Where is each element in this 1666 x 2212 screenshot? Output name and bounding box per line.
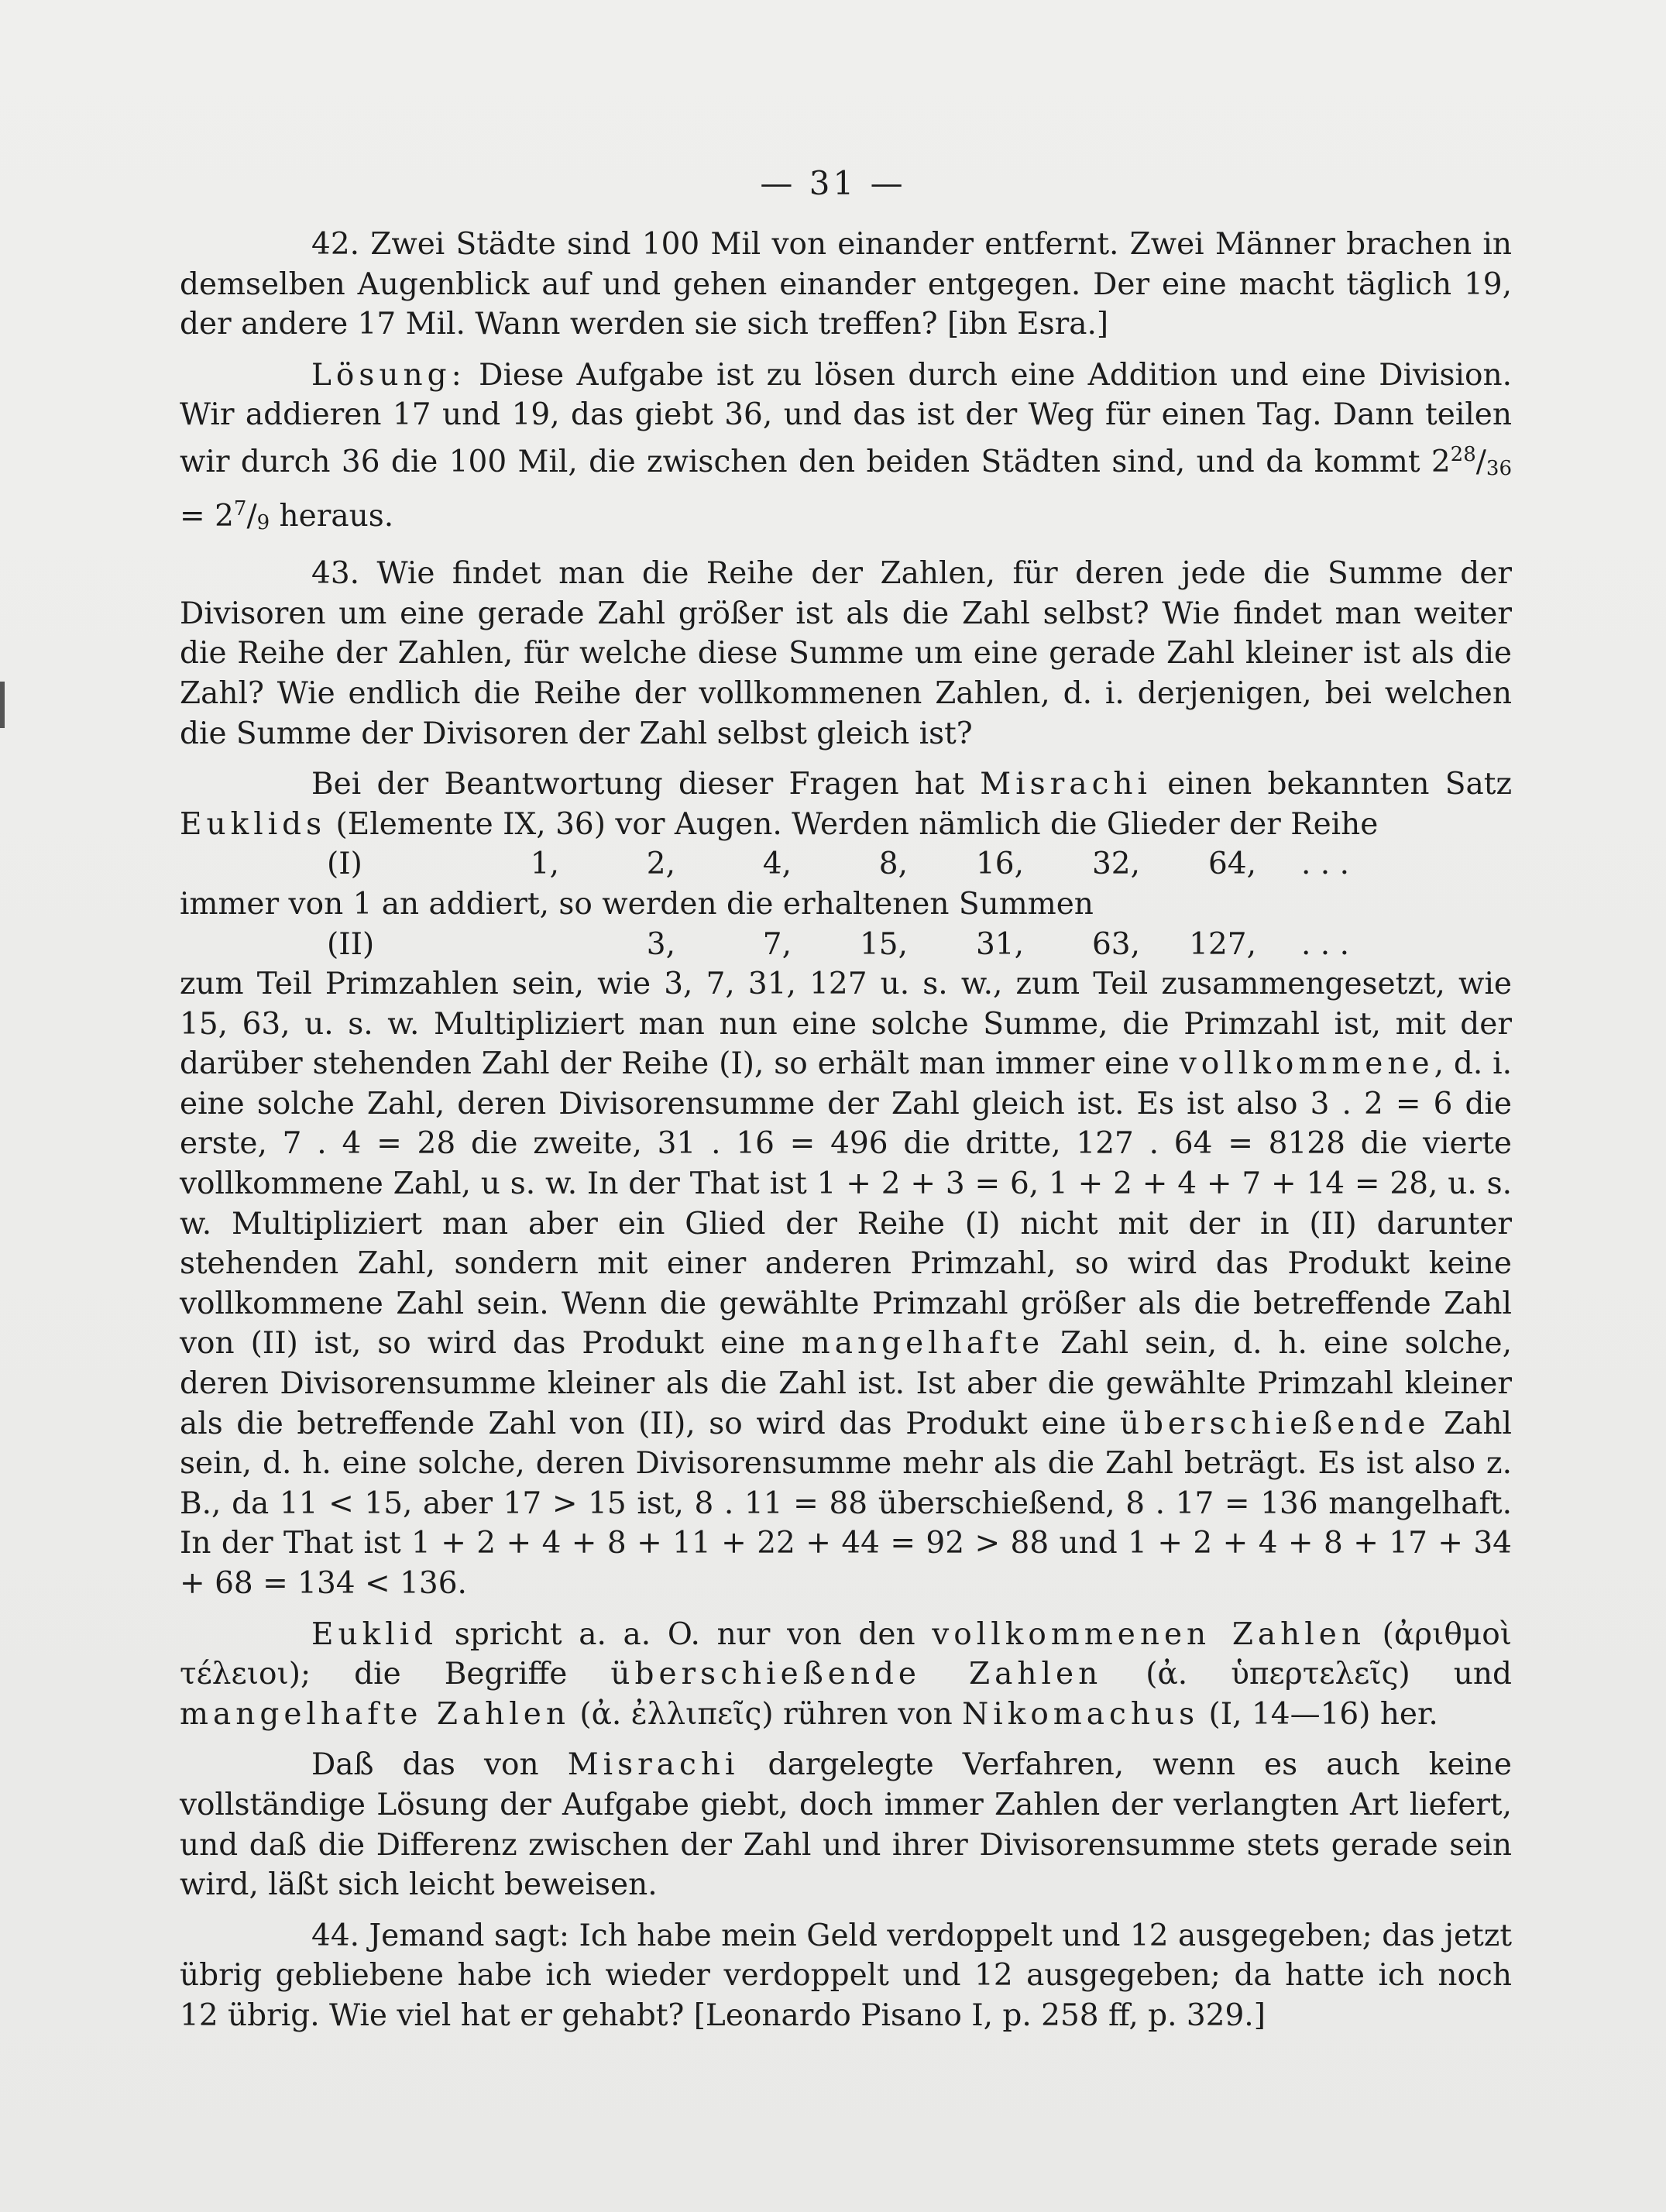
series-ii-value: 7, — [762, 926, 792, 962]
series-ii-label: (II) — [327, 926, 375, 962]
body-text — [180, 225, 1512, 2047]
series-i-value: 4, — [762, 847, 792, 882]
series-ii — [180, 925, 1512, 965]
paragraph-43-sums: immer von 1 an addiert, so werden die erhaltenen Summen — [180, 886, 1094, 922]
problem-44: 44. Jemand sagt: Ich habe mein Geld verdoppelt und 12 ausgegeben; das jetzt übrig gebliebene habe ich wieder verdoppelt und 12 ausgegeben; da hatte ich noch 12 übrig. Wie viel hat er gehabt? [Leonardo Pisano I, p. 258 ff, p. 329.] — [180, 1918, 1512, 2033]
fraction-7-9: $^7/_9$ — [233, 496, 270, 534]
series-ii-value: 31, — [975, 926, 1024, 962]
problem-42: 42. Zwei Städte sind 100 Mil von einander entfernt. Zwei Männer brachen in demselben Augenblick auf und gehen einander entgegen. Der eine macht täglich 19, der andere 17 Mil. Wann werden sie sich treffen? [ibn Esra.] — [180, 227, 1512, 342]
series-ii-value: 127, — [1189, 926, 1256, 962]
name-euklids: Euklids — [180, 806, 327, 842]
series-i-value: 64, — [1207, 847, 1256, 882]
series-ii-value: 15, — [859, 926, 908, 962]
series-ii-ellipsis: . . . — [1301, 926, 1349, 962]
paragraph-43-explanation: zum Teil Primzahlen sein, wie 3, 7, 31, 127 u. s. w., zum Teil zusammengesetzt, wie 15, 63, u. s. w. Multipliziert man nun eine solche Summe, die Primzahl ist, mit der darüber stehenden Zahl der Reihe (I), so erhält man immer eine vollkommene, d. i. eine solche Zahl, deren Divisorensumme der Zahl gleich ist. Es ist also 3 . 2 = 6 die erste, 7 . 4 = 28 die zweite, 31 . 16 = 496 die dritte, 127 . 64 = 8128 die vierte vollkommene Zahl, u s. w. In der That ist 1 + 2 + 3 = 6, 1 + 2 + 4 + 7 + 14 = 28, u. s. w. Multipliziert man aber ein Glied der Reihe (I) nicht mit der in (II) darunter stehenden Zahl, sondern mit einer anderen Primzahl, so wird das Produkt keine vollkommene Zahl sein. Wenn die gewählte Primzahl größer als die betreffende Zahl von (II) ist, so wird das Produkt eine mangelhafte Zahl sein, d. h. eine solche, deren Divisorensumme kleiner als die Zahl ist. Ist aber die gewählte Primzahl kleiner als die betreffende Zahl von (II), so wird das Produkt eine überschießende Zahl sein, d. h. eine solche, deren Divisorensumme mehr als die Zahl beträgt. Es ist also z. B., da 11 < 15, aber 17 > 15 ist, 8 . 11 = 88 überschießend, 8 . 17 = 136 mangelhaft. In der That ist 1 + 2 + 4 + 8 + 11 + 22 + 44 = 92 > 88 und 1 + 2 + 4 + 8 + 17 + 34 + 68 = 134 < 136. — [180, 967, 1513, 1601]
scan-edge-mark — [0, 682, 5, 728]
paragraph-43-proof: Daß das von Misrachi dargelegte Verfahren, wenn es auch keine vollständige Lösung der Aufgabe giebt, doch immer Zahlen der verlangten Art liefert, und daß die Differenz zwischen der Zahl und ihrer Divisorensumme stets gerade sein wird, läßt sich leicht beweisen. — [180, 1747, 1513, 1903]
loesung-label: Lösung: — [311, 357, 466, 393]
series-ii-value: 3, — [646, 926, 675, 962]
series-i-value: 2, — [646, 847, 675, 882]
series-i-value: 16, — [975, 847, 1024, 882]
page-number: — 31 — — [760, 164, 906, 202]
fraction-28-36: $^{28}/_{36}$ — [1450, 442, 1512, 480]
series-i-value: 32, — [1091, 847, 1140, 882]
series-i-label: (I) — [327, 847, 362, 882]
paragraph-43-intro: Bei der Beantwortung dieser Fragen hat Misrachi einen bekannten Satz Euklids (Elemente IX, 36) vor Augen. Werden nämlich die Glieder der Reihe — [180, 767, 1512, 842]
problem-43: 43. Wie findet man die Reihe der Zahlen, für deren jede die Summe der Divisoren um eine gerade Zahl größer ist als die Zahl selbst? Wie findet man weiter die Reihe der Zahlen, für welche diese Summe um eine gerade Zahl kleiner ist als die Zahl? Wie endlich die Reihe der vollkommenen Zahlen, d. i. derjenigen, bei welchen die Summe der Divisoren der Zahl selbst gleich ist? — [180, 556, 1512, 751]
name-misrachi: Misrachi — [980, 767, 1152, 802]
paragraph-43-euklid: Euklid spricht a. a. O. nur von den vollkommenen Zahlen (ἀριθμοὶ τέλειοι); die Begriffe überschießende Zahlen (ἀ. ὑπερτελεῖς) und mangelhafte Zahlen (ἀ. ἐλλιπεῖς) rühren von Nikomachus (I, 14—16) her. — [180, 1616, 1512, 1732]
loesung-text: Diese Aufgabe ist zu lösen durch eine Addition und eine Division. Wir addieren 17 und 19, das giebt 36, und das ist der Weg für einen Tag. Dann teilen wir durch 36 die 100 Mil, die zwischen den beiden Städten sind, und da kommt 2 — [180, 357, 1512, 479]
series-i-value: 8, — [878, 847, 908, 882]
series-i-value: 1, — [530, 847, 559, 882]
series-ii-value: 63, — [1091, 926, 1140, 962]
series-i — [180, 844, 1512, 884]
solution-42: Lösung: Diese Aufgabe ist zu lösen durch eine Addition und eine Division. Wir addieren 17 und 19, das giebt 36, und das ist der Weg für einen Tag. Dann teilen wir durch 36 die 100 Mil, die zwischen den beiden Städten sind, und da kommt $2^{28}/_{36} = 2^7/_9$ heraus. — [180, 357, 1512, 534]
series-i-ellipsis: . . . — [1301, 847, 1349, 882]
